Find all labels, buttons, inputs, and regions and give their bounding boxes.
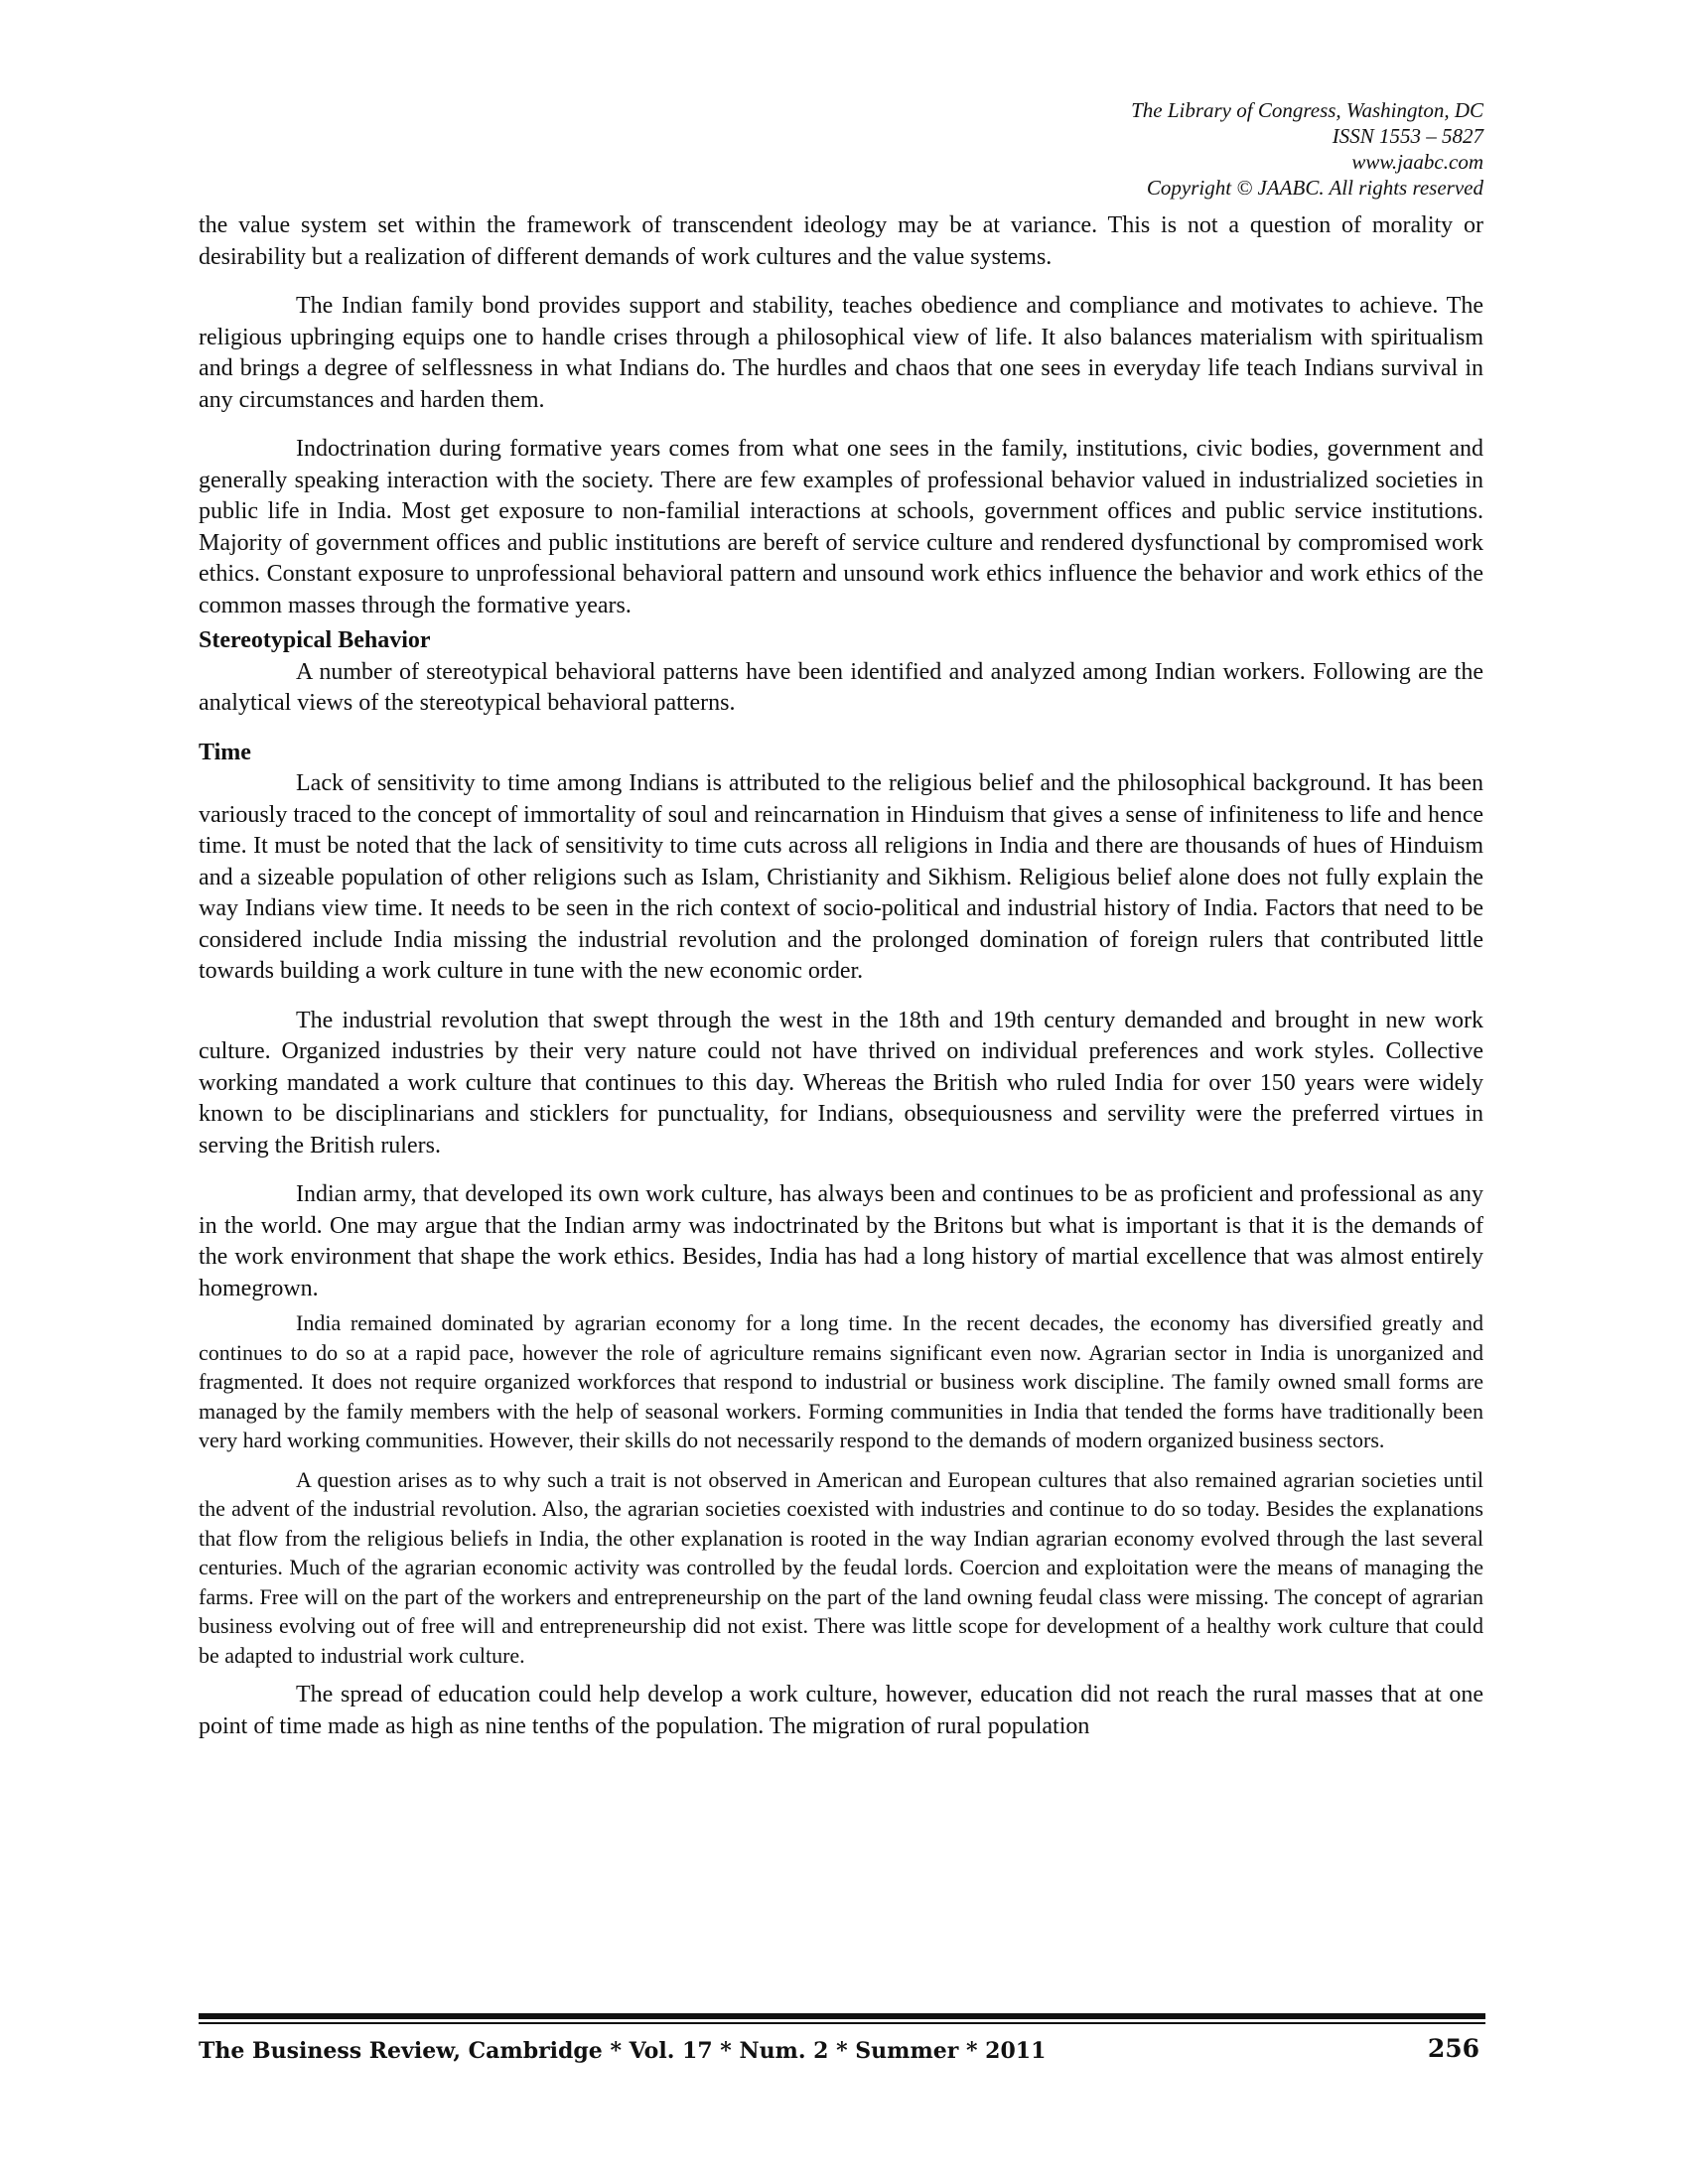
page-footer	[199, 2030, 1485, 2070]
paragraph-9: A question arises as to why such a trait is not observed in American and European cultures that also remained agrarian societies until the advent of the industrial revolution. Also, the agrarian societies coexisted with industries and continue to do so today. Besides the explanations that flow from the religious beliefs in India, the other explanation is rooted in the way Indian agrarian economy evolved through the last several centuries. Much of the agrarian economic activity was controlled by the feudal lords. Coercion and exploitation were the means of managing the farms. Free will on the part of the workers and entrepreneurship on the part of the land owning feudal class were missing. The concept of agrarian business evolving out of free will and entrepreneurship did not exist. There was little scope for development of a healthy work culture that could be adapted to industrial work culture.	[199, 1466, 1483, 1668]
footer-rule-thin	[199, 2022, 1485, 2024]
paragraph-7: Indian army, that developed its own work culture, has always been and continues to be as proficient and professional as any in the world. One may argue that the Indian army was indoctrinated by the Britons but what is important is that it is the demands of the work environment that shape the work ethics. Besides, India has had a long history of martial excellence that was almost entirely homegrown.	[199, 1181, 1483, 1301]
paragraph-4: A number of stereotypical behavioral patterns have been identified and analyzed among Indian workers. Following are the analytical views of the stereotypical behavioral patterns.	[199, 658, 1483, 716]
paragraph-3: Indoctrination during formative years comes from what one sees in the family, institutions, civic bodies, government and generally speaking interaction with the society. There are few examples of professional behavior valued in industrialized societies in public life in India. Most get exposure to non-familial interactions at schools, government offices and public service institutions. Majority of government offices and public institutions are bereft of service culture and rendered dysfunctional by compromised work ethics. Constant exposure to unprofessional behavioral pattern and unsound work ethics influence the behavior and work ethics of the common masses through the formative years.	[199, 436, 1483, 618]
header-copyright: Copyright © JAABC. All rights reserved	[1146, 176, 1483, 200]
header-issn: ISSN 1553 – 5827	[1332, 124, 1483, 148]
footer-journal-citation: The Business Review, Cambridge * Vol. 17 * Num. 2 * Summer * 2011	[199, 2038, 1047, 2064]
page-header	[788, 97, 1483, 201]
paragraph-5: Lack of sensitivity to time among Indians is attributed to the religious belief and the philosophical background. It has been variously traced to the concept of immortality of soul and reincarnation in Hinduism that gives a sense of infiniteness to life and hence time. It must be noted that the lack of sensitivity to time cuts across all religions in India and there are thousands of hues of Hinduism and a sizeable population of other religions such as Islam, Christianity and Sikhism. Religious belief alone does not fully explain the way Indians view time. It needs to be seen in the rich context of socio-political and industrial history of India. Factors that need to be considered include India missing the industrial revolution and the prolonged domination of foreign rulers that contributed little towards building a work culture in tune with the new economic order.	[199, 770, 1483, 984]
section-heading-stereotypical-behavior: Stereotypical Behavior	[199, 627, 431, 653]
section-heading-time: Time	[199, 739, 251, 765]
article-body	[199, 210, 1483, 1760]
footer-rule-thick	[199, 2013, 1485, 2019]
paragraph-2: The Indian family bond provides support and stability, teaches obedience and compliance and motivates to achieve. The religious upbringing equips one to handle crises through a philosophical view of life. It also balances materialism with spiritualism and brings a degree of selflessness in what Indians do. The hurdles and chaos that one sees in everyday life teach Indians survival in any circumstances and harden them.	[199, 293, 1483, 413]
paragraph-10: The spread of education could help develop a work culture, however, education did not reach the rural masses that at one point of time made as high as nine tenths of the population. The migration of rural population	[199, 1682, 1483, 1739]
header-library: The Library of Congress, Washington, DC	[1131, 98, 1483, 122]
header-website: www.jaabc.com	[1351, 150, 1483, 174]
footer-page-number: 256	[1427, 2034, 1479, 2063]
paragraph-1: the value system set within the framework of transcendent ideology may be at variance. This is not a question of morality or desirability but a realization of different demands of work cultures and the value systems.	[199, 212, 1483, 270]
paragraph-6: The industrial revolution that swept through the west in the 18th and 19th century demanded and brought in new work culture. Organized industries by their very nature could not have thrived on individual preferences and work styles. Collective working mandated a work culture that continues to this day. Whereas the British who ruled India for over 150 years were widely known to be disciplinarians and sticklers for punctuality, for Indians, obsequiousness and servility were the preferred virtues in serving the British rulers.	[199, 1007, 1483, 1159]
paragraph-8: India remained dominated by agrarian economy for a long time. In the recent decades, the economy has diversified greatly and continues to do so at a rapid pace, however the role of agriculture remains significant even now. Agrarian sector in India is unorganized and fragmented. It does not require organized workforces that respond to industrial or business work discipline. The family owned small forms are managed by the family members with the help of seasonal workers. Forming communities in India that tended the forms have traditionally been very hard working communities. However, their skills do not necessarily respond to the demands of modern organized business sectors.	[199, 1310, 1483, 1452]
